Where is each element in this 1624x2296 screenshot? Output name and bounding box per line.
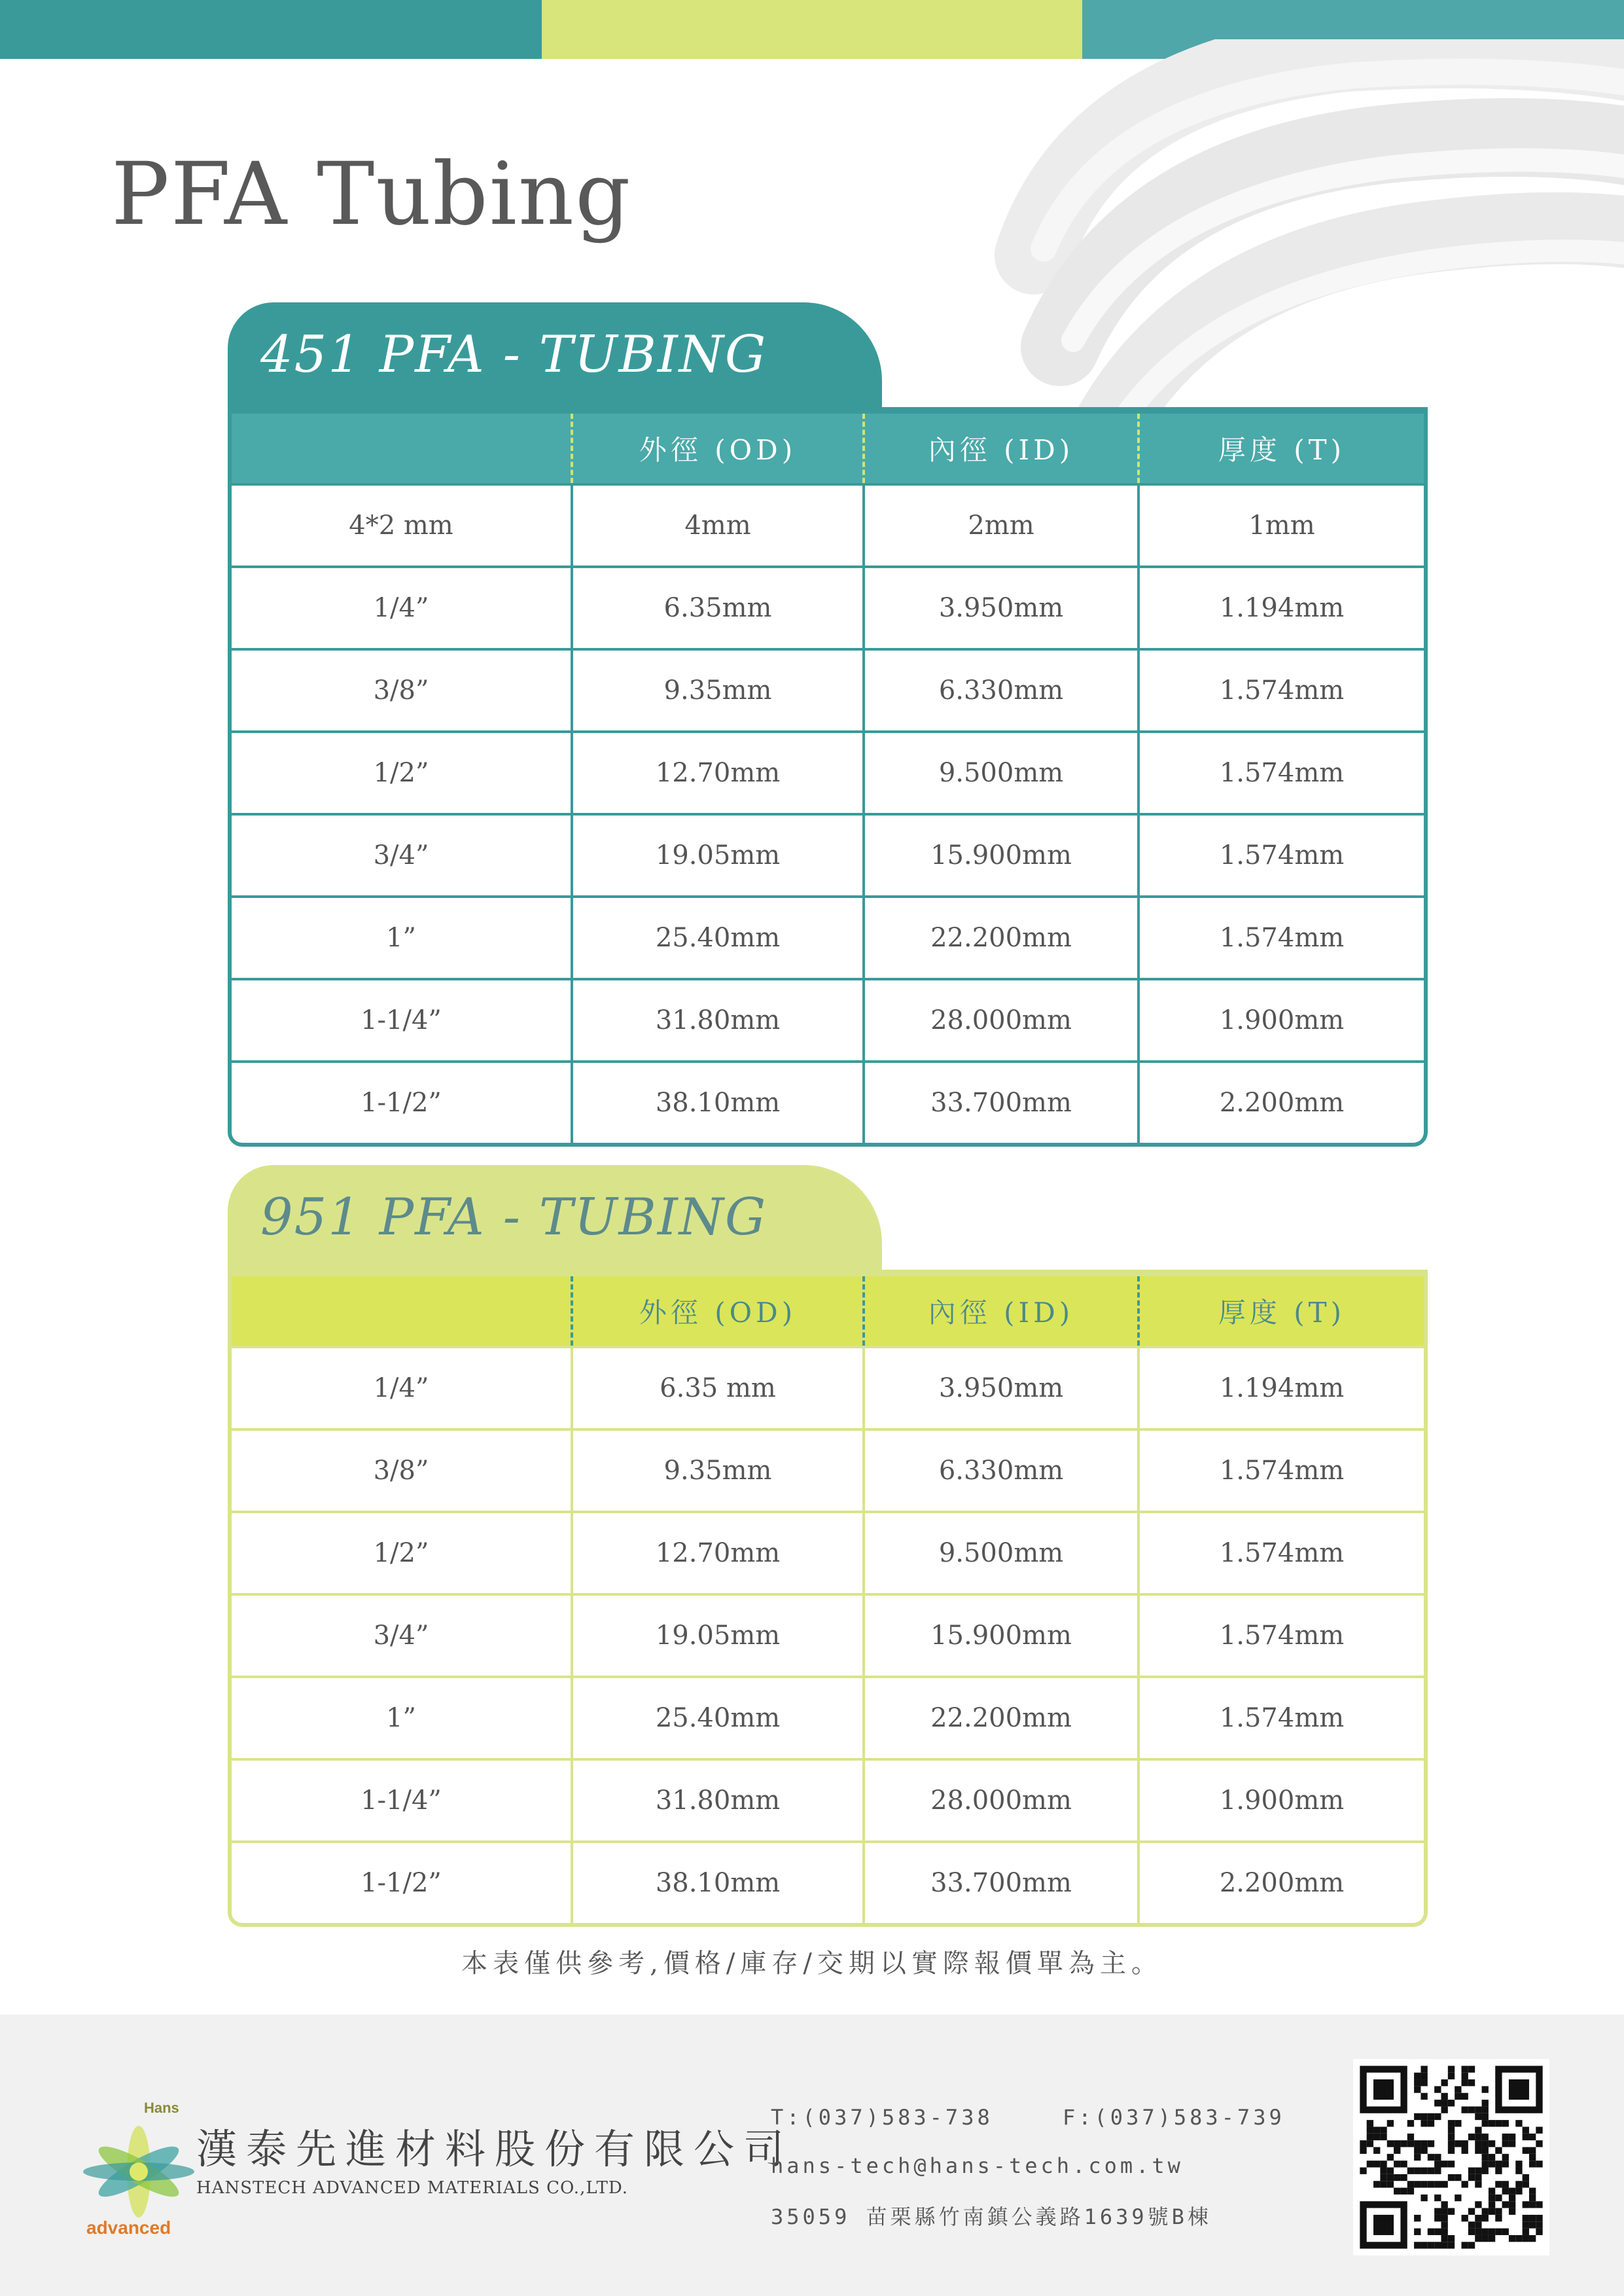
table-row bbox=[232, 567, 1424, 649]
cell-thickness: 1.574mm bbox=[1139, 1594, 1424, 1677]
cell-od: 38.10mm bbox=[572, 1842, 864, 1923]
cell-od: 31.80mm bbox=[572, 979, 864, 1062]
cell-id: 6.330mm bbox=[864, 1429, 1139, 1512]
qr-code-icon bbox=[1353, 2059, 1549, 2255]
cell-thickness: 1.574mm bbox=[1139, 732, 1424, 814]
cell-thickness: 1.900mm bbox=[1139, 979, 1424, 1062]
cell-thickness: 1.900mm bbox=[1139, 1759, 1424, 1842]
section-tab bbox=[228, 302, 882, 407]
cell-size: 1-1/2” bbox=[232, 1062, 572, 1143]
spec-table bbox=[232, 1276, 1424, 1923]
cell-thickness: 2.200mm bbox=[1139, 1842, 1424, 1923]
table-row bbox=[232, 1512, 1424, 1594]
cell-od: 6.35mm bbox=[572, 567, 864, 649]
page-title: PFA Tubing bbox=[111, 144, 632, 245]
cell-size: 1/4” bbox=[232, 1347, 572, 1429]
header-od: 外徑 (OD) bbox=[572, 414, 864, 484]
header-id: 內徑 (ID) bbox=[864, 414, 1139, 484]
table-row bbox=[232, 484, 1424, 567]
cell-thickness: 1.574mm bbox=[1139, 649, 1424, 732]
table-header-row bbox=[232, 1276, 1424, 1347]
table-row bbox=[232, 1429, 1424, 1512]
table-row bbox=[232, 732, 1424, 814]
table-row bbox=[232, 1347, 1424, 1429]
cell-id: 28.000mm bbox=[864, 1759, 1139, 1842]
logo-text-bottom: advanced bbox=[86, 2217, 171, 2238]
table-row bbox=[232, 1062, 1424, 1143]
email-address: hans-tech@hans-tech.com.tw bbox=[771, 2153, 1184, 2178]
cell-thickness: 1.574mm bbox=[1139, 1512, 1424, 1594]
cell-size: 3/8” bbox=[232, 649, 572, 732]
header-size bbox=[232, 414, 572, 484]
cell-size: 3/4” bbox=[232, 1594, 572, 1677]
logo-text-top: Hans bbox=[144, 2100, 179, 2116]
cell-od: 4mm bbox=[572, 484, 864, 567]
cell-od: 19.05mm bbox=[572, 1594, 864, 1677]
table-row bbox=[232, 649, 1424, 732]
header-thickness: 厚度 (T) bbox=[1139, 414, 1424, 484]
table-row bbox=[232, 1759, 1424, 1842]
cell-thickness: 1mm bbox=[1139, 484, 1424, 567]
cell-od: 31.80mm bbox=[572, 1759, 864, 1842]
disclaimer-note: 本表僅供參考,價格/庫存/交期以實際報價單為主。 bbox=[461, 1948, 1163, 1979]
table-row bbox=[232, 1842, 1424, 1923]
cell-size: 1/4” bbox=[232, 567, 572, 649]
section-451-pfa-tubing bbox=[228, 302, 1428, 1147]
cell-size: 1/2” bbox=[232, 732, 572, 814]
cell-od: 19.05mm bbox=[572, 814, 864, 897]
cell-thickness: 1.194mm bbox=[1139, 567, 1424, 649]
cell-id: 9.500mm bbox=[864, 1512, 1139, 1594]
header-id: 內徑 (ID) bbox=[864, 1276, 1139, 1347]
cell-od: 6.35 mm bbox=[572, 1347, 864, 1429]
cell-od: 25.40mm bbox=[572, 1677, 864, 1759]
cell-size: 4*2 mm bbox=[232, 484, 572, 567]
cell-thickness: 1.574mm bbox=[1139, 897, 1424, 979]
cell-od: 12.70mm bbox=[572, 732, 864, 814]
cell-od: 38.10mm bbox=[572, 1062, 864, 1143]
cell-id: 33.700mm bbox=[864, 1062, 1139, 1143]
cell-id: 22.200mm bbox=[864, 897, 1139, 979]
cell-od: 12.70mm bbox=[572, 1512, 864, 1594]
hans-advanced-logo-icon bbox=[73, 2087, 204, 2244]
cell-size: 1” bbox=[232, 1677, 572, 1759]
cell-thickness: 1.574mm bbox=[1139, 1429, 1424, 1512]
postal-address: 35059 苗栗縣竹南鎮公義路1639號B棟 bbox=[771, 2204, 1212, 2229]
cell-size: 1-1/2” bbox=[232, 1842, 572, 1923]
spec-table bbox=[232, 414, 1424, 1143]
cell-thickness: 2.200mm bbox=[1139, 1062, 1424, 1143]
table-row bbox=[232, 1594, 1424, 1677]
table-row bbox=[232, 814, 1424, 897]
cell-id: 22.200mm bbox=[864, 1677, 1139, 1759]
cell-id: 15.900mm bbox=[864, 1594, 1139, 1677]
cell-id: 6.330mm bbox=[864, 649, 1139, 732]
cell-size: 1/2” bbox=[232, 1512, 572, 1594]
cell-size: 1-1/4” bbox=[232, 979, 572, 1062]
cell-od: 25.40mm bbox=[572, 897, 864, 979]
company-name-cn: 漢泰先進材料股份有限公司 bbox=[196, 2125, 794, 2173]
cell-id: 2mm bbox=[864, 484, 1139, 567]
cell-od: 9.35mm bbox=[572, 649, 864, 732]
cell-thickness: 1.574mm bbox=[1139, 814, 1424, 897]
phone-number: T:(037)583-738 bbox=[771, 2105, 993, 2130]
cell-thickness: 1.194mm bbox=[1139, 1347, 1424, 1429]
table-row bbox=[232, 897, 1424, 979]
spec-table-frame bbox=[228, 1270, 1428, 1927]
section-title: 451 PFA - TUBING bbox=[260, 325, 768, 384]
table-header-row bbox=[232, 414, 1424, 484]
cell-id: 33.700mm bbox=[864, 1842, 1139, 1923]
cell-size: 3/8” bbox=[232, 1429, 572, 1512]
cell-id: 28.000mm bbox=[864, 979, 1139, 1062]
fax-number: F:(037)583-739 bbox=[1063, 2105, 1285, 2130]
cell-id: 3.950mm bbox=[864, 1347, 1139, 1429]
table-row bbox=[232, 1677, 1424, 1759]
header-size bbox=[232, 1276, 572, 1347]
cell-id: 15.900mm bbox=[864, 814, 1139, 897]
cell-id: 9.500mm bbox=[864, 732, 1139, 814]
section-title: 951 PFA - TUBING bbox=[260, 1188, 768, 1247]
section-tab bbox=[228, 1165, 882, 1270]
table-row bbox=[232, 979, 1424, 1062]
cell-size: 1” bbox=[232, 897, 572, 979]
cell-size: 1-1/4” bbox=[232, 1759, 572, 1842]
company-name-en: HANSTECH ADVANCED MATERIALS CO.,LTD. bbox=[196, 2178, 628, 2198]
spec-table-frame bbox=[228, 407, 1428, 1147]
footer bbox=[0, 2015, 1624, 2296]
section-951-pfa-tubing bbox=[228, 1165, 1428, 1927]
cell-id: 3.950mm bbox=[864, 567, 1139, 649]
cell-size: 3/4” bbox=[232, 814, 572, 897]
cell-od: 9.35mm bbox=[572, 1429, 864, 1512]
header-od: 外徑 (OD) bbox=[572, 1276, 864, 1347]
cell-thickness: 1.574mm bbox=[1139, 1677, 1424, 1759]
header-thickness: 厚度 (T) bbox=[1139, 1276, 1424, 1347]
